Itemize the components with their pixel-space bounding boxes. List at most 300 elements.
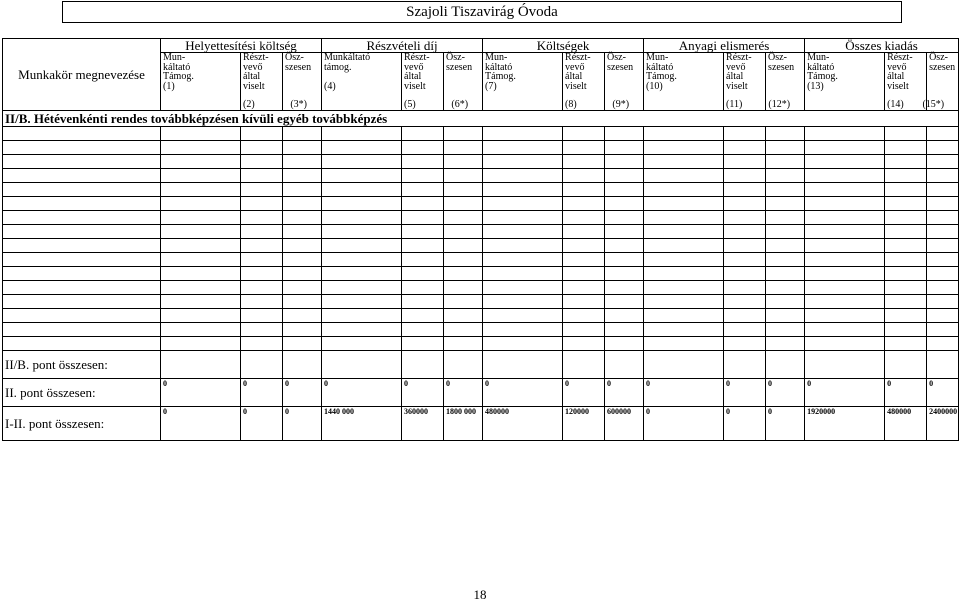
table-cell xyxy=(724,295,766,309)
table-cell xyxy=(3,309,161,323)
table-cell xyxy=(724,225,766,239)
summary-value: 0 xyxy=(283,407,322,441)
table-cell xyxy=(724,127,766,141)
table-cell xyxy=(444,127,483,141)
table-cell xyxy=(724,323,766,337)
table-cell xyxy=(563,225,605,239)
sub-header-line: káltató xyxy=(807,61,835,73)
table-cell xyxy=(283,239,322,253)
summary-value: 480000 xyxy=(885,407,927,441)
table-cell xyxy=(766,155,805,169)
sub-header-line: viselt xyxy=(887,80,909,92)
sub-header-cell xyxy=(885,53,927,111)
table-cell xyxy=(444,141,483,155)
sub-header-line: Munkáltató xyxy=(324,52,371,63)
table-cell xyxy=(3,211,161,225)
table-row xyxy=(3,169,959,183)
summary-value: 480000 xyxy=(483,407,563,441)
sub-header-line: Mun- xyxy=(807,52,830,63)
table-cell xyxy=(805,141,885,155)
table-cell xyxy=(644,225,724,239)
summary-value: 0 xyxy=(483,379,563,407)
table-row xyxy=(3,309,959,323)
sub-header-line: vevő xyxy=(726,61,746,73)
table-cell xyxy=(241,155,283,169)
table-cell xyxy=(766,309,805,323)
sub-header-line: (1) xyxy=(163,80,175,92)
column-code: (9*) xyxy=(612,98,630,110)
table-cell xyxy=(885,267,927,281)
table-cell xyxy=(605,253,644,267)
table-cell xyxy=(283,169,322,183)
sub-header-cell xyxy=(283,53,322,111)
section-row xyxy=(3,111,959,127)
column-code: (2) xyxy=(243,98,255,110)
table-cell xyxy=(805,309,885,323)
summary-value: 0 xyxy=(766,407,805,441)
table-cell xyxy=(444,309,483,323)
table-cell xyxy=(644,183,724,197)
table-cell xyxy=(483,239,563,253)
table-cell xyxy=(3,337,161,351)
table-cell xyxy=(483,141,563,155)
sub-header-line: Részt- xyxy=(243,52,269,63)
sub-header-line: viselt xyxy=(404,80,426,92)
table-cell xyxy=(283,323,322,337)
sub-header-line: káltató xyxy=(646,61,674,73)
summary-row xyxy=(3,379,959,407)
table-cell xyxy=(563,239,605,253)
summary-value: 0 xyxy=(724,407,766,441)
sub-header-line: által xyxy=(726,71,744,82)
table-cell xyxy=(444,239,483,253)
table-cell xyxy=(444,295,483,309)
table-cell xyxy=(483,183,563,197)
table-cell xyxy=(563,183,605,197)
table-cell xyxy=(241,211,283,225)
table-cell xyxy=(885,239,927,253)
table-cell xyxy=(3,239,161,253)
table-cell xyxy=(161,267,241,281)
summary-value: 1440 000 xyxy=(322,407,402,441)
sub-header-line: Támog. xyxy=(646,71,677,82)
table-cell xyxy=(805,225,885,239)
table-cell xyxy=(283,267,322,281)
sub-header-line: Támog. xyxy=(485,71,516,82)
table-cell xyxy=(402,183,444,197)
table-cell xyxy=(644,267,724,281)
table-cell xyxy=(766,253,805,267)
table-cell xyxy=(322,309,402,323)
table-cell xyxy=(241,141,283,155)
summary-value: 0 xyxy=(644,407,724,441)
table-cell xyxy=(805,211,885,225)
cost-table xyxy=(2,38,959,441)
table-cell xyxy=(724,141,766,155)
table-cell xyxy=(241,281,283,295)
sub-header-cell xyxy=(563,53,605,111)
table-row xyxy=(3,183,959,197)
column-code: (5) xyxy=(404,98,416,110)
sub-header-line: viselt xyxy=(565,80,587,92)
table-cell xyxy=(805,169,885,183)
sub-header-cell xyxy=(322,53,402,111)
summary-value xyxy=(766,351,805,379)
table-cell xyxy=(605,239,644,253)
table-cell xyxy=(283,253,322,267)
summary-value: 0 xyxy=(724,379,766,407)
table-cell xyxy=(885,281,927,295)
table-cell xyxy=(444,155,483,169)
table-cell xyxy=(885,169,927,183)
table-row xyxy=(3,141,959,155)
table-cell xyxy=(3,127,161,141)
table-cell xyxy=(402,239,444,253)
table-cell xyxy=(444,323,483,337)
summary-value xyxy=(885,351,927,379)
table-row xyxy=(3,337,959,351)
summary-value: 1920000 xyxy=(805,407,885,441)
table-cell xyxy=(161,309,241,323)
table-cell xyxy=(885,295,927,309)
table-cell xyxy=(724,169,766,183)
table-cell xyxy=(927,337,959,351)
sub-header-cell xyxy=(644,53,724,111)
table-row xyxy=(3,239,959,253)
sub-header-cell xyxy=(605,53,644,111)
summary-value: 600000 xyxy=(605,407,644,441)
table-cell xyxy=(766,323,805,337)
table-cell xyxy=(805,183,885,197)
table-cell xyxy=(444,183,483,197)
table-cell xyxy=(885,197,927,211)
table-cell xyxy=(444,281,483,295)
table-cell xyxy=(322,337,402,351)
sub-header-cell xyxy=(805,53,885,111)
table-cell xyxy=(241,253,283,267)
summary-value: 1800 000 xyxy=(444,407,483,441)
table-cell xyxy=(927,141,959,155)
table-cell xyxy=(283,211,322,225)
summary-value xyxy=(322,351,402,379)
sub-header-cell xyxy=(241,53,283,111)
table-cell xyxy=(161,197,241,211)
sub-header-line: viselt xyxy=(726,80,748,92)
table-row xyxy=(3,155,959,169)
table-cell xyxy=(322,155,402,169)
table-cell xyxy=(322,281,402,295)
page-number: 18 xyxy=(473,587,487,602)
document-title: Szajoli Tiszavirág Óvoda xyxy=(62,1,902,23)
table-cell xyxy=(927,239,959,253)
table-cell xyxy=(3,183,161,197)
table-cell xyxy=(724,183,766,197)
table-cell xyxy=(927,281,959,295)
table-cell xyxy=(161,141,241,155)
sub-header-cell xyxy=(483,53,563,111)
sub-header-line: által xyxy=(565,71,583,82)
table-cell xyxy=(322,211,402,225)
table-cell xyxy=(927,295,959,309)
table-cell xyxy=(563,253,605,267)
table-cell xyxy=(483,197,563,211)
table-cell xyxy=(644,239,724,253)
sub-header-line: szesen xyxy=(929,61,956,73)
table-cell xyxy=(724,253,766,267)
table-cell xyxy=(644,295,724,309)
table-cell xyxy=(927,323,959,337)
sub-header-line: Ösz- xyxy=(929,52,948,63)
table-cell xyxy=(885,183,927,197)
summary-value xyxy=(805,351,885,379)
table-cell xyxy=(644,309,724,323)
table-cell xyxy=(563,323,605,337)
summary-value: 2400000 xyxy=(927,407,959,441)
table-cell xyxy=(3,141,161,155)
table-cell xyxy=(402,127,444,141)
summary-value: 0 xyxy=(766,379,805,407)
table-cell xyxy=(563,267,605,281)
table-cell xyxy=(402,309,444,323)
table-cell xyxy=(805,253,885,267)
table-cell xyxy=(563,281,605,295)
column-code: (3*) xyxy=(290,98,308,110)
sub-header-line: Részt- xyxy=(726,52,752,63)
sub-header-line: Részt- xyxy=(404,52,430,63)
table-cell xyxy=(322,183,402,197)
table-cell xyxy=(563,155,605,169)
table-cell xyxy=(402,211,444,225)
table-cell xyxy=(805,323,885,337)
table-cell xyxy=(605,225,644,239)
summary-value: 360000 xyxy=(402,407,444,441)
table-cell xyxy=(724,309,766,323)
table-cell xyxy=(644,197,724,211)
table-cell xyxy=(402,169,444,183)
table-cell xyxy=(563,169,605,183)
table-cell xyxy=(605,295,644,309)
table-cell xyxy=(766,225,805,239)
sub-header-line: Támog. xyxy=(163,71,194,82)
sub-header-line: (4) xyxy=(324,80,336,92)
sub-header-cell xyxy=(922,52,959,111)
table-cell xyxy=(322,295,402,309)
table-cell xyxy=(322,239,402,253)
sub-header-cell xyxy=(402,53,444,111)
table-cell xyxy=(161,127,241,141)
summary-value xyxy=(724,351,766,379)
group-header-helyettesitesi: Helyettesítési költség xyxy=(161,39,322,53)
table-cell xyxy=(563,295,605,309)
table-cell xyxy=(283,127,322,141)
table-cell xyxy=(724,337,766,351)
table-cell xyxy=(927,155,959,169)
table-cell xyxy=(805,197,885,211)
table-cell xyxy=(241,323,283,337)
sub-header-line: vevő xyxy=(404,61,424,73)
summary-value xyxy=(444,351,483,379)
table-cell xyxy=(644,337,724,351)
sub-header-line: által xyxy=(243,71,261,82)
table-cell xyxy=(927,169,959,183)
table-cell xyxy=(483,281,563,295)
table-cell xyxy=(402,267,444,281)
table-cell xyxy=(605,127,644,141)
sub-header-line: Részt- xyxy=(887,52,913,63)
table-cell xyxy=(885,323,927,337)
column-code: (15*) xyxy=(922,98,945,110)
table-cell xyxy=(885,309,927,323)
summary-label: II. pont összesen: xyxy=(3,379,161,407)
table-row xyxy=(3,281,959,295)
sub-header-line: szesen xyxy=(446,61,473,73)
table-cell xyxy=(483,211,563,225)
group-header-osszes: Összes kiadás xyxy=(805,39,959,53)
summary-value: 0 xyxy=(805,379,885,407)
summary-value xyxy=(161,351,241,379)
group-header-reszveteli: Részvételi díj xyxy=(322,39,483,53)
sub-header-line: (7) xyxy=(485,80,497,92)
table-cell xyxy=(644,281,724,295)
summary-value: 0 xyxy=(322,379,402,407)
table-cell xyxy=(161,155,241,169)
table-cell xyxy=(885,337,927,351)
table-cell xyxy=(605,141,644,155)
table-cell xyxy=(927,267,959,281)
table-cell xyxy=(605,281,644,295)
summary-value xyxy=(483,351,563,379)
summary-value: 0 xyxy=(444,379,483,407)
table-row xyxy=(3,197,959,211)
table-cell xyxy=(402,295,444,309)
table-cell xyxy=(283,141,322,155)
group-header-koltsegek: Költségek xyxy=(483,39,644,53)
table-cell xyxy=(402,225,444,239)
sub-header-line: Támog. xyxy=(807,71,838,82)
table-cell xyxy=(805,127,885,141)
table-cell xyxy=(322,169,402,183)
sub-header-line: vevő xyxy=(887,61,907,73)
table-cell xyxy=(322,253,402,267)
table-cell xyxy=(161,169,241,183)
table-cell xyxy=(605,183,644,197)
table-cell xyxy=(563,141,605,155)
table-row xyxy=(3,211,959,225)
table-cell xyxy=(805,239,885,253)
sub-header-line: szesen xyxy=(607,61,634,73)
table-cell xyxy=(322,127,402,141)
table-cell xyxy=(483,127,563,141)
table-cell xyxy=(644,155,724,169)
sub-header-line: vevő xyxy=(243,61,263,73)
table-cell xyxy=(3,197,161,211)
sub-header-line: által xyxy=(887,71,905,82)
sub-header-line: Ösz- xyxy=(446,52,465,63)
table-cell xyxy=(161,253,241,267)
table-cell xyxy=(766,267,805,281)
table-row xyxy=(3,127,959,141)
summary-value: 0 xyxy=(241,379,283,407)
munkakor-header: Munkakör megnevezése xyxy=(3,39,161,111)
sub-header-cell xyxy=(161,53,241,111)
table-cell xyxy=(885,211,927,225)
table-cell xyxy=(483,225,563,239)
table-cell xyxy=(402,323,444,337)
sub-header-line: által xyxy=(404,71,422,82)
table-cell xyxy=(605,197,644,211)
table-cell xyxy=(805,155,885,169)
table-row xyxy=(3,295,959,309)
sub-header-line: Mun- xyxy=(163,52,186,63)
table-cell xyxy=(885,253,927,267)
table-cell xyxy=(402,155,444,169)
column-code: (8) xyxy=(565,98,577,110)
table-cell xyxy=(766,211,805,225)
table-cell xyxy=(885,225,927,239)
table-cell xyxy=(644,253,724,267)
table-cell xyxy=(3,155,161,169)
table-cell xyxy=(483,295,563,309)
table-cell xyxy=(605,267,644,281)
summary-value: 0 xyxy=(927,379,959,407)
table-cell xyxy=(927,253,959,267)
table-cell xyxy=(483,155,563,169)
sub-header-line: Mun- xyxy=(485,52,508,63)
sub-header-line: Ösz- xyxy=(607,52,626,63)
sub-header-line: Mun- xyxy=(646,52,669,63)
table-cell xyxy=(241,309,283,323)
table-cell xyxy=(927,309,959,323)
table-cell xyxy=(483,253,563,267)
table-cell xyxy=(3,267,161,281)
summary-value xyxy=(605,351,644,379)
table-cell xyxy=(161,239,241,253)
table-cell xyxy=(3,323,161,337)
table-cell xyxy=(283,155,322,169)
summary-value: 0 xyxy=(161,407,241,441)
table-cell xyxy=(605,169,644,183)
sub-header-line: (10) xyxy=(646,80,663,92)
table-cell xyxy=(241,295,283,309)
table-cell xyxy=(402,141,444,155)
table-cell xyxy=(724,155,766,169)
table-cell xyxy=(283,225,322,239)
summary-value: 0 xyxy=(283,379,322,407)
table-cell xyxy=(644,323,724,337)
table-cell xyxy=(241,197,283,211)
table-cell xyxy=(927,211,959,225)
table-cell xyxy=(402,281,444,295)
column-code: (12*) xyxy=(768,98,791,110)
table-cell xyxy=(483,267,563,281)
table-cell xyxy=(766,337,805,351)
table-cell xyxy=(161,183,241,197)
table-cell xyxy=(927,197,959,211)
table-cell xyxy=(483,323,563,337)
table-cell xyxy=(563,127,605,141)
table-cell xyxy=(605,309,644,323)
group-header-row xyxy=(3,39,959,53)
table-cell xyxy=(724,267,766,281)
table-cell xyxy=(322,197,402,211)
table-cell xyxy=(563,337,605,351)
sub-header-cell xyxy=(724,53,766,111)
table-cell xyxy=(322,225,402,239)
sub-header-line: Ösz- xyxy=(768,52,787,63)
summary-value: 0 xyxy=(605,379,644,407)
sub-header-line: vevő xyxy=(565,61,585,73)
table-cell xyxy=(283,337,322,351)
